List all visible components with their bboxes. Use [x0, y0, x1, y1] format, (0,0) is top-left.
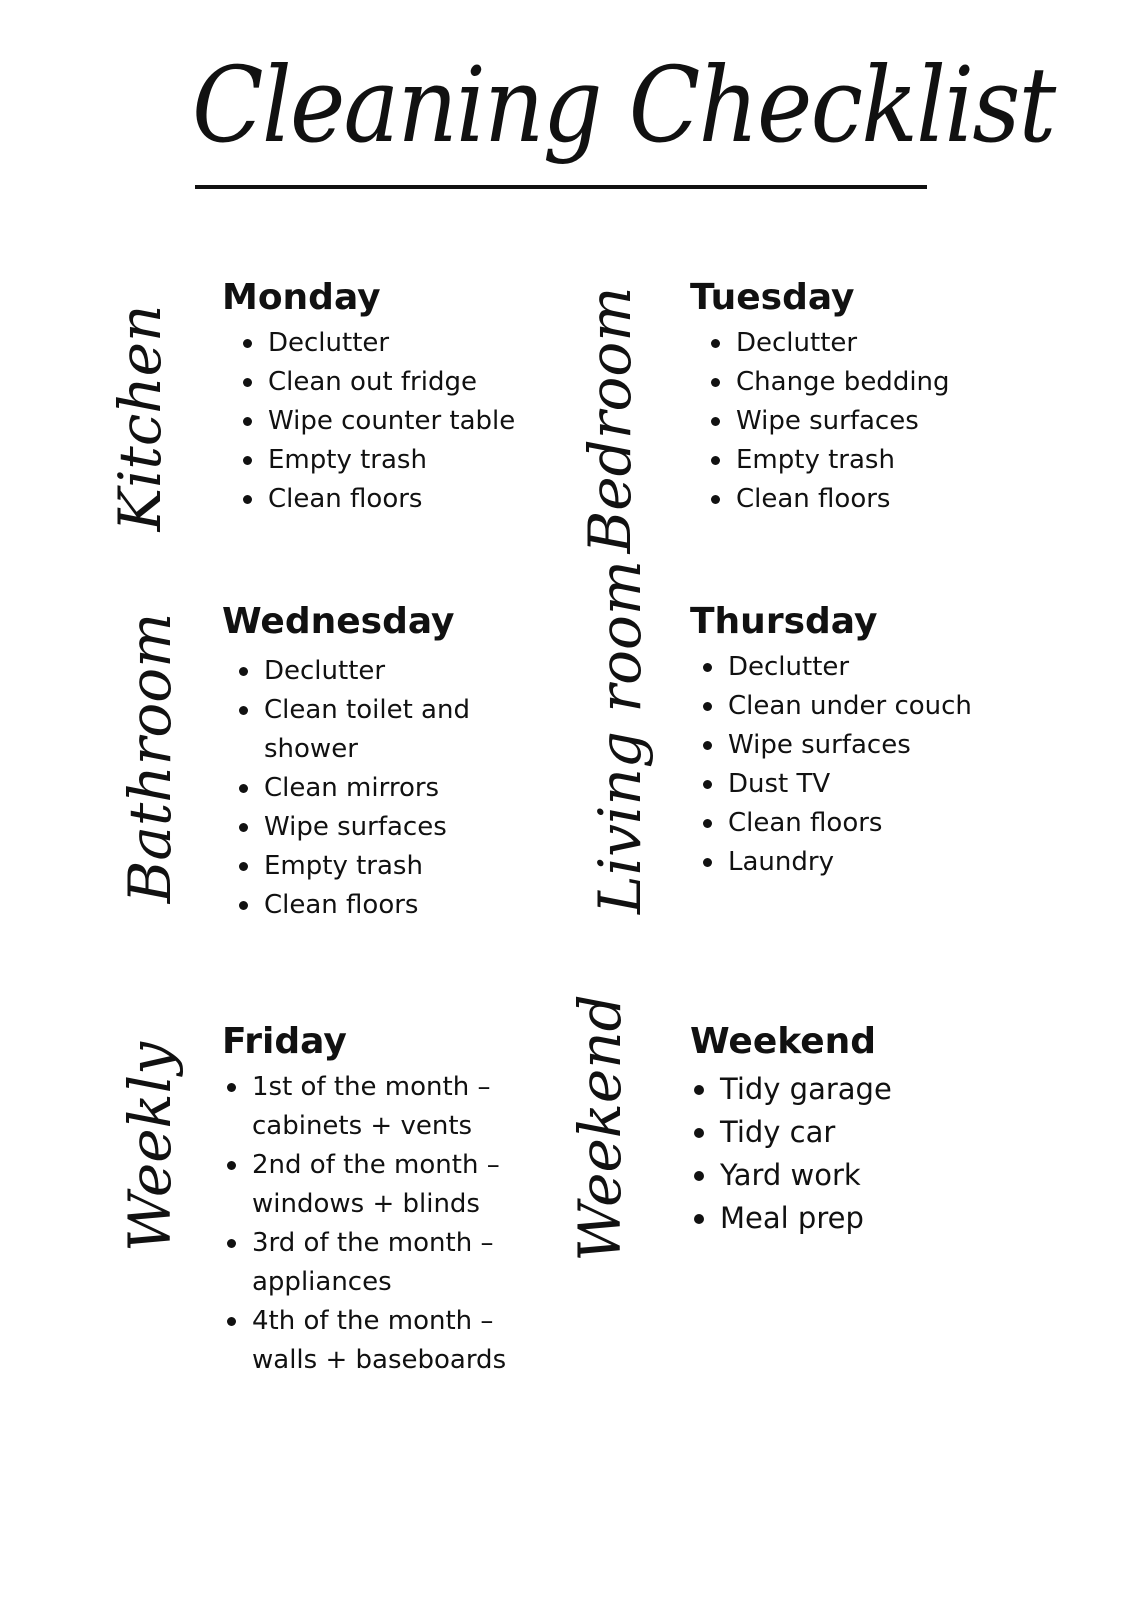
- room-label-kitchen: Kitchen: [106, 304, 174, 532]
- section-weekend: [690, 1020, 892, 1240]
- day-heading: Friday: [222, 1021, 347, 1062]
- section-wednesday: [222, 600, 470, 925]
- room-label-bedroom: Bedroom: [576, 286, 644, 554]
- day-heading: Monday: [222, 277, 381, 318]
- section-monday: [222, 276, 515, 519]
- task-item: Clean under couch: [728, 687, 972, 726]
- task-item-continued: cabinets + vents: [252, 1111, 473, 1141]
- room-label-living-room: Living room: [586, 560, 654, 914]
- task-item: Empty trash: [268, 441, 515, 480]
- task-item: Clean toilet and: [264, 691, 470, 730]
- task-item: Tidy garage: [720, 1068, 892, 1111]
- task-item: 1st of the month –: [252, 1068, 506, 1107]
- task-item-continued: appliances: [252, 1267, 392, 1297]
- task-item-continued: shower: [264, 734, 358, 764]
- task-item: Wipe counter table: [268, 402, 515, 441]
- task-list: [252, 1068, 506, 1380]
- day-heading: Tuesday: [690, 277, 855, 318]
- section-thursday: [690, 600, 972, 882]
- task-item: 3rd of the month –: [252, 1224, 506, 1263]
- section-tuesday: [690, 276, 950, 519]
- task-item: Yard work: [720, 1154, 892, 1197]
- day-heading: Wednesday: [222, 601, 455, 642]
- task-item-continued: walls + baseboards: [252, 1345, 507, 1375]
- section-friday: [222, 1020, 506, 1380]
- task-list: [720, 1068, 892, 1240]
- room-label-weekend: Weekend: [566, 994, 634, 1262]
- task-item: Meal prep: [720, 1197, 892, 1240]
- task-item: Clean floors: [264, 886, 470, 925]
- task-item: Wipe surfaces: [728, 726, 972, 765]
- room-label-weekly: Weekly: [116, 1042, 184, 1252]
- task-item: Wipe surfaces: [736, 402, 950, 441]
- task-item: Empty trash: [736, 441, 950, 480]
- task-item: Laundry: [728, 843, 972, 882]
- task-item: 2nd of the month –: [252, 1146, 506, 1185]
- task-list: [728, 648, 972, 882]
- room-label-bathroom: Bathroom: [116, 612, 184, 904]
- task-item: 4th of the month –: [252, 1302, 506, 1341]
- title-underline: [195, 185, 927, 189]
- day-heading: Weekend: [690, 1021, 877, 1062]
- task-item: Declutter: [268, 324, 515, 363]
- task-item: Clean floors: [268, 480, 515, 519]
- task-item: Clean out fridge: [268, 363, 515, 402]
- task-item: Clean floors: [728, 804, 972, 843]
- task-item: Declutter: [728, 648, 972, 687]
- task-item: Declutter: [736, 324, 950, 363]
- task-item-continued: windows + blinds: [252, 1189, 480, 1219]
- task-item: Empty trash: [264, 847, 470, 886]
- task-item: Clean floors: [736, 480, 950, 519]
- task-item: Clean mirrors: [264, 769, 470, 808]
- task-item: Declutter: [264, 652, 470, 691]
- day-heading: Thursday: [690, 601, 878, 642]
- task-list: [268, 324, 515, 519]
- task-list: [736, 324, 950, 519]
- page-title: Cleaning Checklist: [192, 44, 1055, 166]
- task-item: Wipe surfaces: [264, 808, 470, 847]
- task-item: Tidy car: [720, 1111, 892, 1154]
- task-list: [264, 652, 470, 925]
- task-item: Dust TV: [728, 765, 972, 804]
- task-item: Change bedding: [736, 363, 950, 402]
